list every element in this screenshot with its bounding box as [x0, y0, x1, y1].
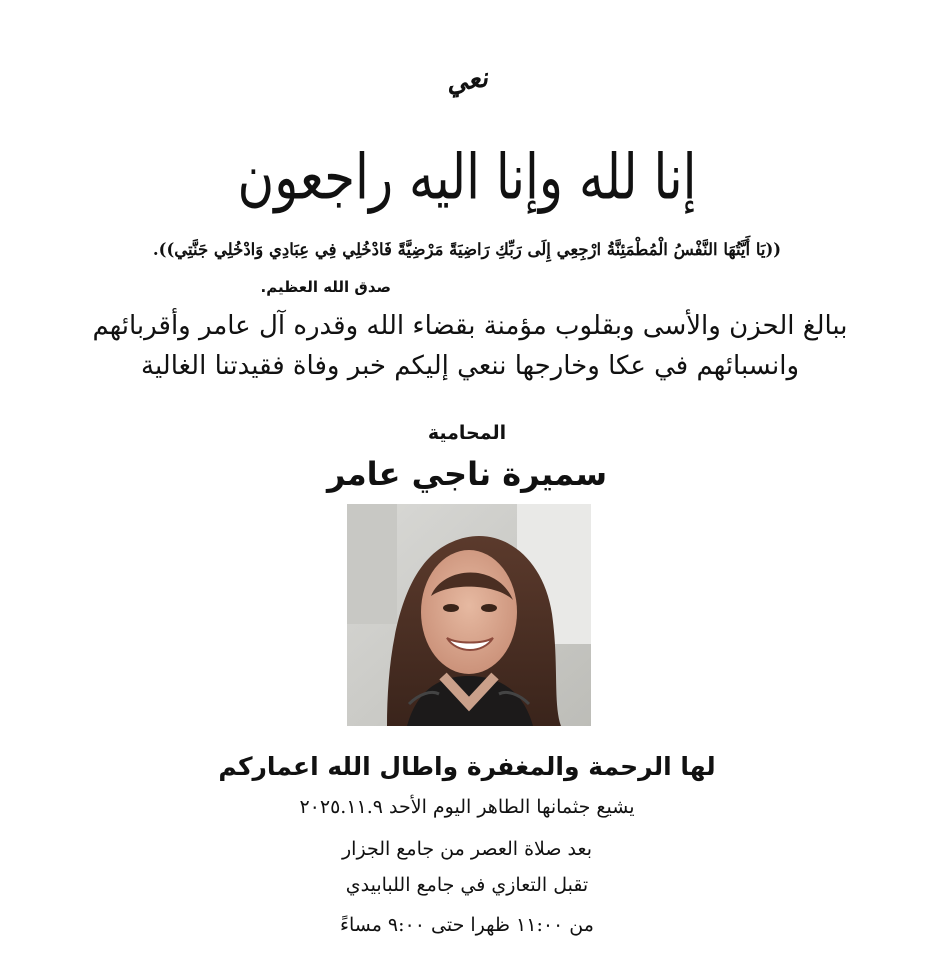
funeral-after-prayer: بعد صلاة العصر من جامع الجزار	[342, 838, 592, 860]
deceased-title: المحامية	[427, 422, 507, 444]
obituary-heading: نعي	[444, 63, 490, 99]
portrait-photo	[347, 504, 591, 726]
deceased-name: سميرة ناجي عامر	[326, 455, 608, 493]
inna-lillah-calligraphy: إنا لله وإنا اليه راجعون	[237, 140, 697, 214]
condolences-hours: من ١١:٠٠ ظهرا حتى ٩:٠٠ مساءً	[340, 914, 594, 936]
quran-verse: ((يَا أَيَّتُهَا النَّفْسُ الْمُطْمَئِنَّةُ ارْجِعِي إِلَى رَبِّكِ رَاضِيَةً مَرْضِيَّةً فَادْخُلِي فِي عِبَادِي وَادْخُلِي جَنَّتِي)).	[152, 240, 782, 259]
verse-attribution: صدق الله العظيم.	[260, 278, 391, 296]
announcement-paragraph: ببالغ الحزن والأسى وبقلوب مؤمنة بقضاء الله وقدره آل عامر وأقربائهم وانسبائهم في عكا وخارجها ننعي إليكم خبر وفاة فقيدتنا الغالية	[92, 311, 848, 381]
mercy-prayer: لها الرحمة والمغفرة واطال الله اعماركم	[218, 752, 716, 781]
condolences-location: تقبل التعازي في جامع اللبابيدي	[345, 874, 589, 896]
funeral-date: يشيع جثمانها الطاهر اليوم الأحد ٢٠٢٥.١١.٩	[299, 796, 635, 818]
